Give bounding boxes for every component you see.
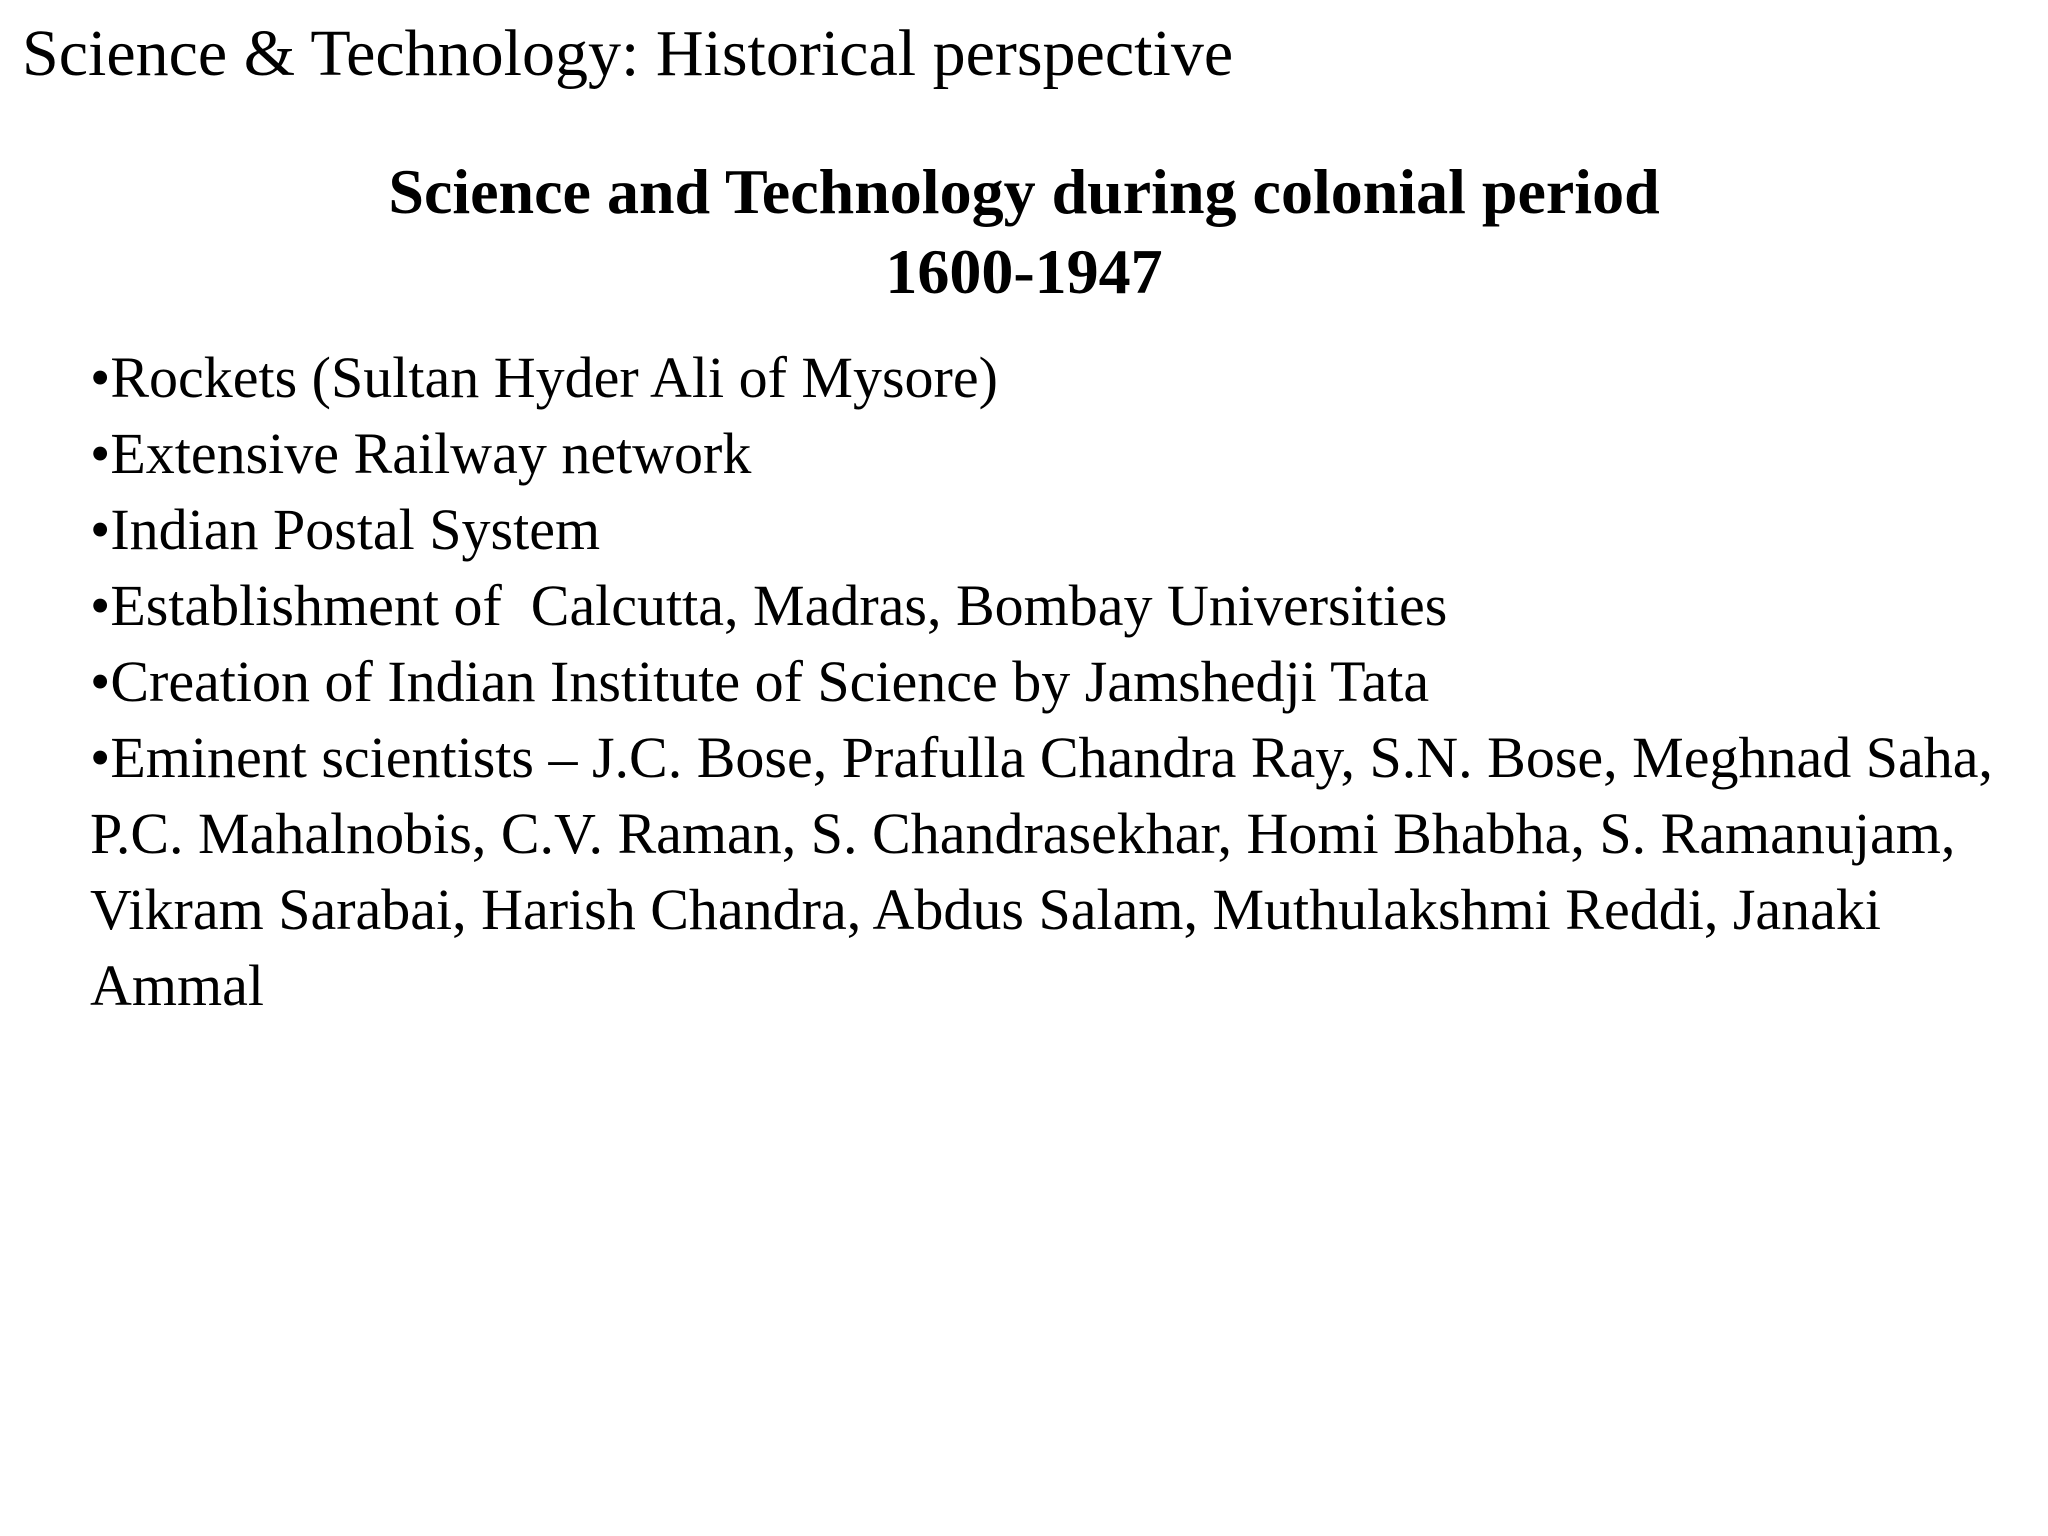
slide-title-line-2: 1600-1947: [885, 236, 1163, 307]
bullet-marker: •: [90, 421, 111, 486]
bullet-text: Establishment of Calcutta, Madras, Bombay Universities: [110, 573, 1448, 638]
bullet-item: [90, 492, 2020, 568]
slide-header: Science & Technology: Historical perspective: [22, 17, 1234, 90]
slide-title-line-1: Science and Technology during colonial period: [388, 156, 1660, 227]
bullet-marker: •: [90, 497, 111, 562]
bullet-text: Extensive Railway network: [110, 421, 752, 486]
bullet-text: Creation of Indian Institute of Science by Jamshedji Tata: [110, 649, 1430, 714]
bullet-list: [90, 340, 2020, 1024]
bullet-item: [90, 568, 2020, 644]
bullet-item: [90, 644, 2020, 720]
bullet-marker: •: [90, 345, 111, 410]
bullet-marker: •: [90, 725, 111, 790]
bullet-text: Rockets (Sultan Hyder Ali of Mysore): [110, 345, 998, 410]
slide-title: [0, 152, 2048, 312]
bullet-item: [90, 340, 2020, 416]
bullet-text: Indian Postal System: [110, 497, 601, 562]
bullet-text: Eminent scientists – J.C. Bose, Prafulla Chandra Ray, S.N. Bose, Meghnad Saha, P.C. Mahalnobis, C.V. Raman, S. Chandrasekhar, Homi Bhabha, S. Ramanujam, Vikram Sarabai, Harish Chandra, Abdus Salam, Muthulakshmi Reddi, Janaki Ammal: [90, 725, 1993, 1018]
bullet-marker: •: [90, 573, 111, 638]
bullet-item: [90, 416, 2020, 492]
bullet-item: [90, 720, 2020, 1024]
bullet-marker: •: [90, 649, 111, 714]
